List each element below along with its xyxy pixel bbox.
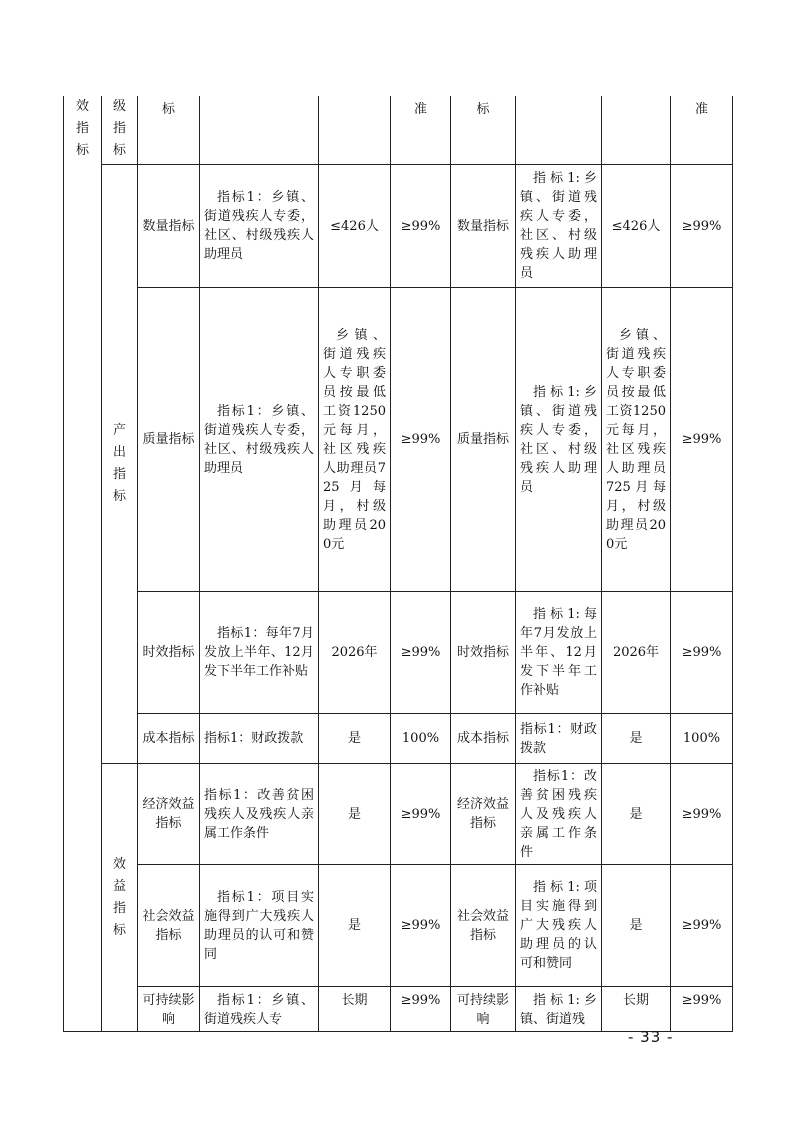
- indicator-name: 时效指标: [138, 592, 200, 714]
- level1-header: 效指标: [75, 99, 89, 158]
- left-content: 指标1：乡镇、街道残疾人专: [200, 987, 319, 1032]
- left-value: 是: [319, 865, 391, 987]
- left-value: 是: [319, 764, 391, 865]
- left-content: 指标1：项目实施得到广大残疾人助理员的认可和赞同: [200, 865, 319, 987]
- left-content: 指标1：财政拨款: [200, 714, 319, 764]
- group-output-cell: [102, 165, 138, 764]
- left-content: 指标1：改善贫困残疾人及残疾人亲属工作条件: [200, 764, 319, 865]
- level3-header: 标: [138, 96, 200, 165]
- right-standard: ≥99%: [671, 288, 733, 592]
- right-indicator-name: 可持续影响: [451, 987, 516, 1032]
- indicator-name: 社会效益指标: [138, 865, 200, 987]
- right-standard: ≥99%: [671, 865, 733, 987]
- table-row: [64, 764, 733, 865]
- empty-header-cell: [319, 96, 391, 165]
- left-value: ≤426人: [319, 165, 391, 288]
- indicator-name: 可持续影响: [138, 987, 200, 1032]
- empty-header-cell: [602, 96, 671, 165]
- performance-indicator-table: [63, 96, 733, 1032]
- right-standard: ≥99%: [671, 165, 733, 288]
- left-standard: ≥99%: [391, 288, 451, 592]
- group-output: 产出指标: [112, 423, 126, 504]
- table-row: [64, 288, 733, 592]
- right-standard: ≥99%: [671, 987, 733, 1032]
- group-benefit-cell: [102, 764, 138, 1032]
- right-value: ≤426人: [602, 165, 671, 288]
- table-row: [64, 165, 733, 288]
- indicator-name: 质量指标: [138, 288, 200, 592]
- left-content: 指标1：乡镇、街道残疾人专委，社区、村级残疾人助理员: [200, 165, 319, 288]
- left-standard: ≥99%: [391, 865, 451, 987]
- group-benefit: 效益指标: [112, 856, 126, 938]
- right-content: 指标1:每年7月发放上半年、12月发下半年工作补贴: [516, 592, 602, 714]
- table-row: [64, 865, 733, 987]
- empty-header-cell: [516, 96, 602, 165]
- left-standard: ≥99%: [391, 592, 451, 714]
- right-indicator-name: 经济效益指标: [451, 764, 516, 865]
- right-indicator-name: 社会效益指标: [451, 865, 516, 987]
- right-value: 是: [602, 714, 671, 764]
- indicator-name: 经济效益指标: [138, 764, 200, 865]
- right-content: 指标1：财政拨款: [516, 714, 602, 764]
- left-value: 乡镇、街道残疾人专职委员按最低工资1250元每月，社区残疾人助理员725月每月，村级助理员200元: [319, 288, 391, 592]
- left-standard: ≥99%: [391, 987, 451, 1032]
- right-value: 是: [602, 764, 671, 865]
- header-row: [64, 96, 733, 165]
- right-content: 指标1:乡镇、街道残疾人专委，社区、村级残疾人助理员: [516, 165, 602, 288]
- right-standard: ≥99%: [671, 592, 733, 714]
- target-right-header: 标: [451, 96, 516, 165]
- std-right-header: 准: [671, 96, 733, 165]
- right-value: 是: [602, 865, 671, 987]
- level2-header-cell: [102, 96, 138, 165]
- left-standard: ≥99%: [391, 165, 451, 288]
- left-value: 长期: [319, 987, 391, 1032]
- std-left-header: 准: [391, 96, 451, 165]
- left-standard: 100%: [391, 714, 451, 764]
- right-content: 指标1：改善贫困残疾人及残疾人亲属工作条件: [516, 764, 602, 865]
- level2-header: 级指标: [112, 99, 126, 158]
- table-row: [64, 987, 733, 1032]
- right-indicator-name: 数量指标: [451, 165, 516, 288]
- left-value: 2026年: [319, 592, 391, 714]
- right-indicator-name: 质量指标: [451, 288, 516, 592]
- indicator-name: 数量指标: [138, 165, 200, 288]
- right-value: 长期: [602, 987, 671, 1032]
- left-value: 是: [319, 714, 391, 764]
- right-standard: ≥99%: [671, 764, 733, 865]
- right-content: 指标1:乡镇、街道残: [516, 987, 602, 1032]
- empty-header-cell: [200, 96, 319, 165]
- indicator-name: 成本指标: [138, 714, 200, 764]
- left-content: 指标1：每年7月发放上半年、12月发下半年工作补贴: [200, 592, 319, 714]
- right-content: 指标1:项目实施得到广大残疾人助理员的认可和赞同: [516, 865, 602, 987]
- right-indicator-name: 成本指标: [451, 714, 516, 764]
- page-number: - 33 -: [628, 1028, 674, 1046]
- right-standard: 100%: [671, 714, 733, 764]
- left-standard: ≥99%: [391, 764, 451, 865]
- right-content: 指标1:乡镇、街道残疾人专委，社区、村级残疾人助理员: [516, 288, 602, 592]
- level1-header-cell: [64, 96, 102, 1032]
- left-content: 指标1：乡镇、街道残疾人专委，社区、村级残疾人助理员: [200, 288, 319, 592]
- table-row: [64, 714, 733, 764]
- right-value: 2026年: [602, 592, 671, 714]
- right-value: 乡镇、街道残疾人专职委员按最低工资1250元每月，社区残疾人助理员725月每月，村级助理员200元: [602, 288, 671, 592]
- table-row: [64, 592, 733, 714]
- right-indicator-name: 时效指标: [451, 592, 516, 714]
